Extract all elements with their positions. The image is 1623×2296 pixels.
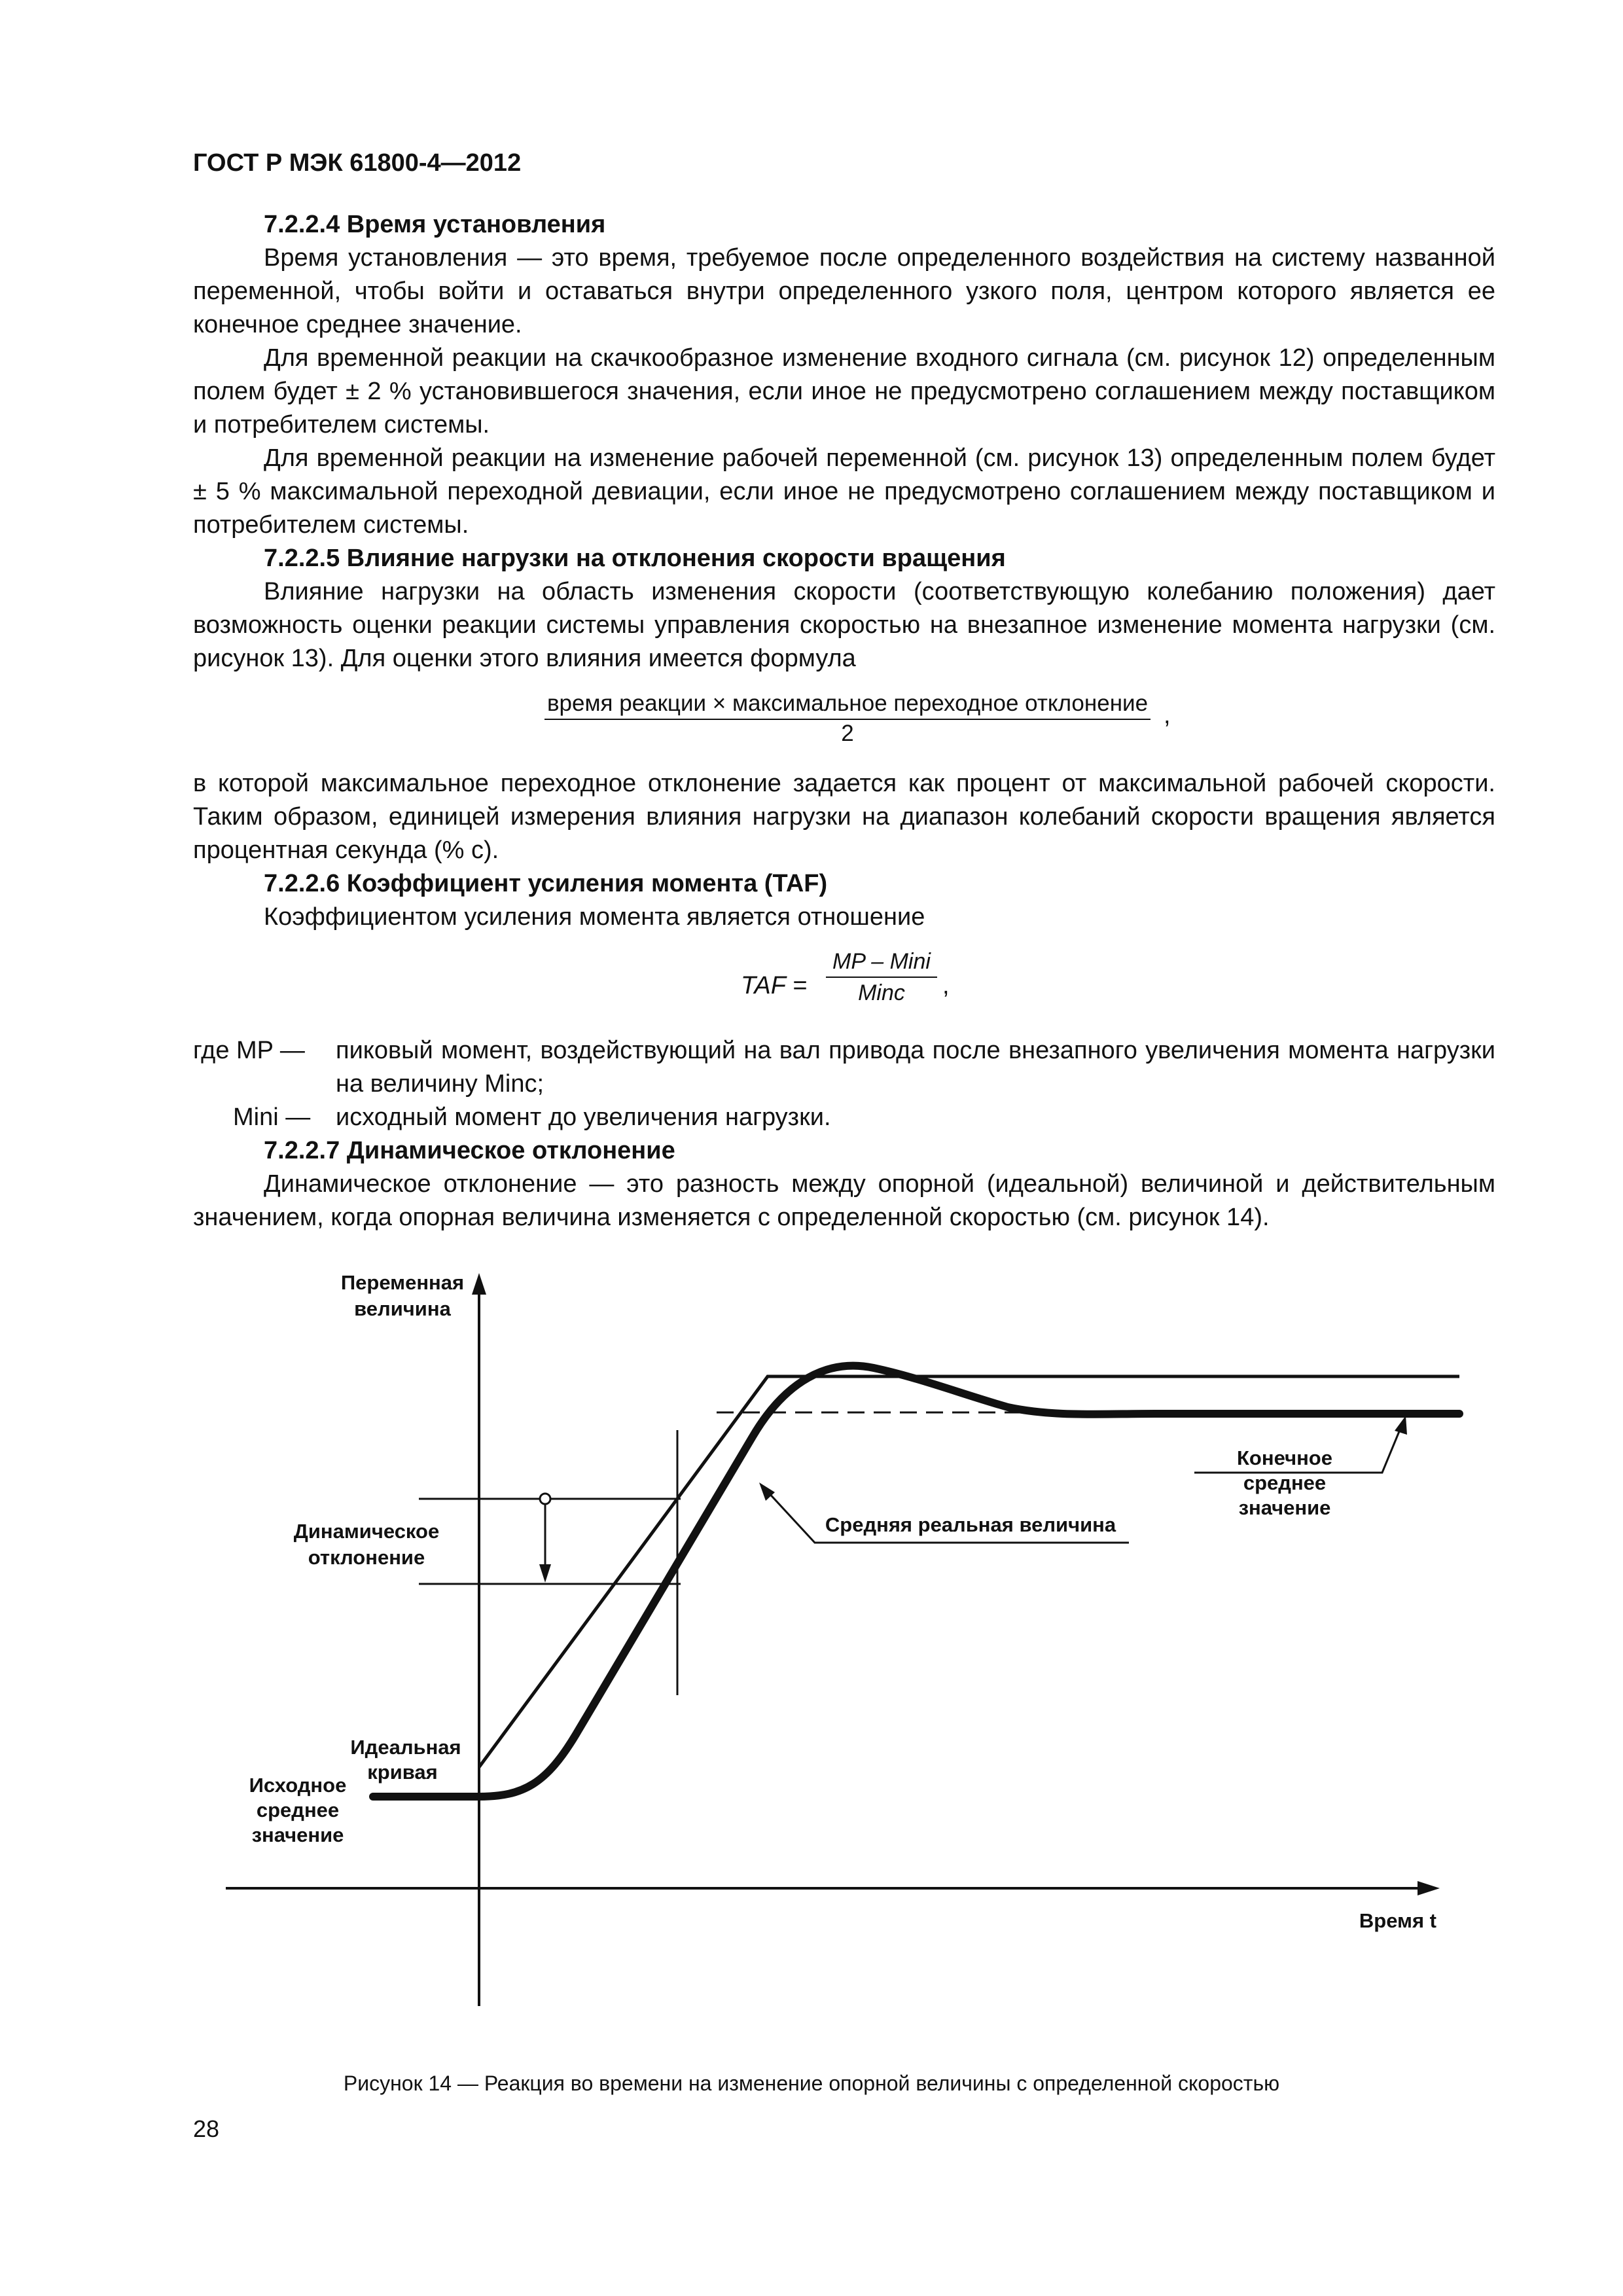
- paragraph: Влияние нагрузки на область изменения скорости (соответствующую колебанию положения) дает возможность оценки реакции системы управления скоростью на внезапное изменение момента нагрузки (см. рисунок 13). Для оценки этого влияния имеется формула: [193, 578, 1495, 672]
- dyn-label-2: отклонение: [308, 1546, 425, 1569]
- x-axis-label: Время t: [1359, 1909, 1436, 1932]
- paragraph: Время установления — это время, требуемое после определенного воздействия на систему названной переменной, чтобы войти и оставаться внутри определенного узкого поля, центром которого является ее конечное среднее значение.: [193, 244, 1495, 338]
- init-label-1: Исходное: [249, 1774, 347, 1797]
- actual-response-curve: [373, 1366, 1459, 1797]
- figure-caption: Рисунок 14 — Реакция во времени на изменение опорной величины с определенной скоростью: [343, 2072, 1280, 2095]
- final-label-2: среднее: [1243, 1471, 1327, 1494]
- mean-actual-label: Средняя реальная величина: [825, 1513, 1116, 1536]
- paragraph: Динамическое отклонение — это разность между опорной (идеальной) величиной и действительным значением, когда опорная величина изменяется с определенной скоростью (см. рисунок 14).: [193, 1170, 1495, 1231]
- y-axis-arrow-icon: [472, 1273, 486, 1295]
- paragraph: Для временной реакции на скачкообразное изменение входного сигнала (см. рисунок 12) определенным полем будет ± 2 % установившегося значения, если иное не предусмотрено соглашением между поставщиком и потребителем системы.: [193, 344, 1495, 439]
- y-axis-label-1: Переменная: [340, 1271, 465, 1294]
- where-text-mp: пиковый момент, воздействующий на вал привода после внезапного увеличения момента нагрузки на величину Minc;: [336, 1037, 1495, 1098]
- where-lead-mini: Mini —: [233, 1103, 311, 1131]
- final-label-1: Конечное: [1237, 1446, 1332, 1469]
- formula-taf-lhs: TAF =: [741, 972, 808, 999]
- final-label-3: значение: [1238, 1496, 1331, 1519]
- dyn-origin-dot: [540, 1494, 550, 1504]
- paragraph: Для временной реакции на изменение рабочей переменной (см. рисунок 13) определенным полем будет ± 5 % максимальной переходной девиации, если иное не предусмотрено соглашением между поставщиком и потребителем системы.: [193, 444, 1495, 539]
- section-7-2-2-4-title: 7.2.2.4 Время установления: [264, 211, 606, 238]
- init-label-2: среднее: [256, 1799, 340, 1821]
- ideal-curve: [479, 1376, 1459, 1767]
- where-lead-mp: где MP —: [193, 1037, 305, 1064]
- y-axis-label-2: величина: [354, 1297, 451, 1320]
- paragraph: в которой максимальное переходное отклонение задается как процент от максимальной рабочей скорости. Таким образом, единицей измерения влияния нагрузки на диапазон колебаний скорости вращения является процентная секунда (% с).: [193, 770, 1495, 864]
- dyn-arrow-head-icon: [539, 1564, 551, 1583]
- section-7-2-2-6-title: 7.2.2.6 Коэффициент усиления момента (TAF): [264, 870, 828, 897]
- init-label-3: значение: [251, 1823, 344, 1846]
- x-axis-arrow-icon: [1418, 1881, 1440, 1895]
- formula-comma: ,: [1164, 702, 1171, 729]
- dyn-label-1: Динамическое: [293, 1520, 440, 1543]
- section-7-2-2-7-title: 7.2.2.7 Динамическое отклонение: [264, 1137, 675, 1164]
- section-7-2-2-5-title: 7.2.2.5 Влияние нагрузки на отклонения скорости вращения: [264, 545, 1006, 572]
- ideal-label-2: кривая: [367, 1761, 438, 1784]
- where-text-mini: исходный момент до увеличения нагрузки.: [336, 1103, 831, 1131]
- formula-taf-denominator: Minc: [858, 980, 905, 1005]
- paragraph: Коэффициентом усиления момента является отношение: [264, 903, 925, 931]
- formula-taf-numerator: MP – Mini: [826, 949, 937, 978]
- formula-numerator: время реакции × максимальное переходное отклонение: [544, 691, 1150, 720]
- page-number: 28: [193, 2115, 220, 2142]
- ideal-label-1: Идеальная: [350, 1736, 461, 1759]
- final-leader-arrow-icon: [1395, 1416, 1407, 1435]
- formula-denominator: 2: [841, 721, 854, 746]
- formula-comma: ,: [942, 972, 950, 999]
- document-header: ГОСТ Р МЭК 61800-4—2012: [193, 149, 522, 177]
